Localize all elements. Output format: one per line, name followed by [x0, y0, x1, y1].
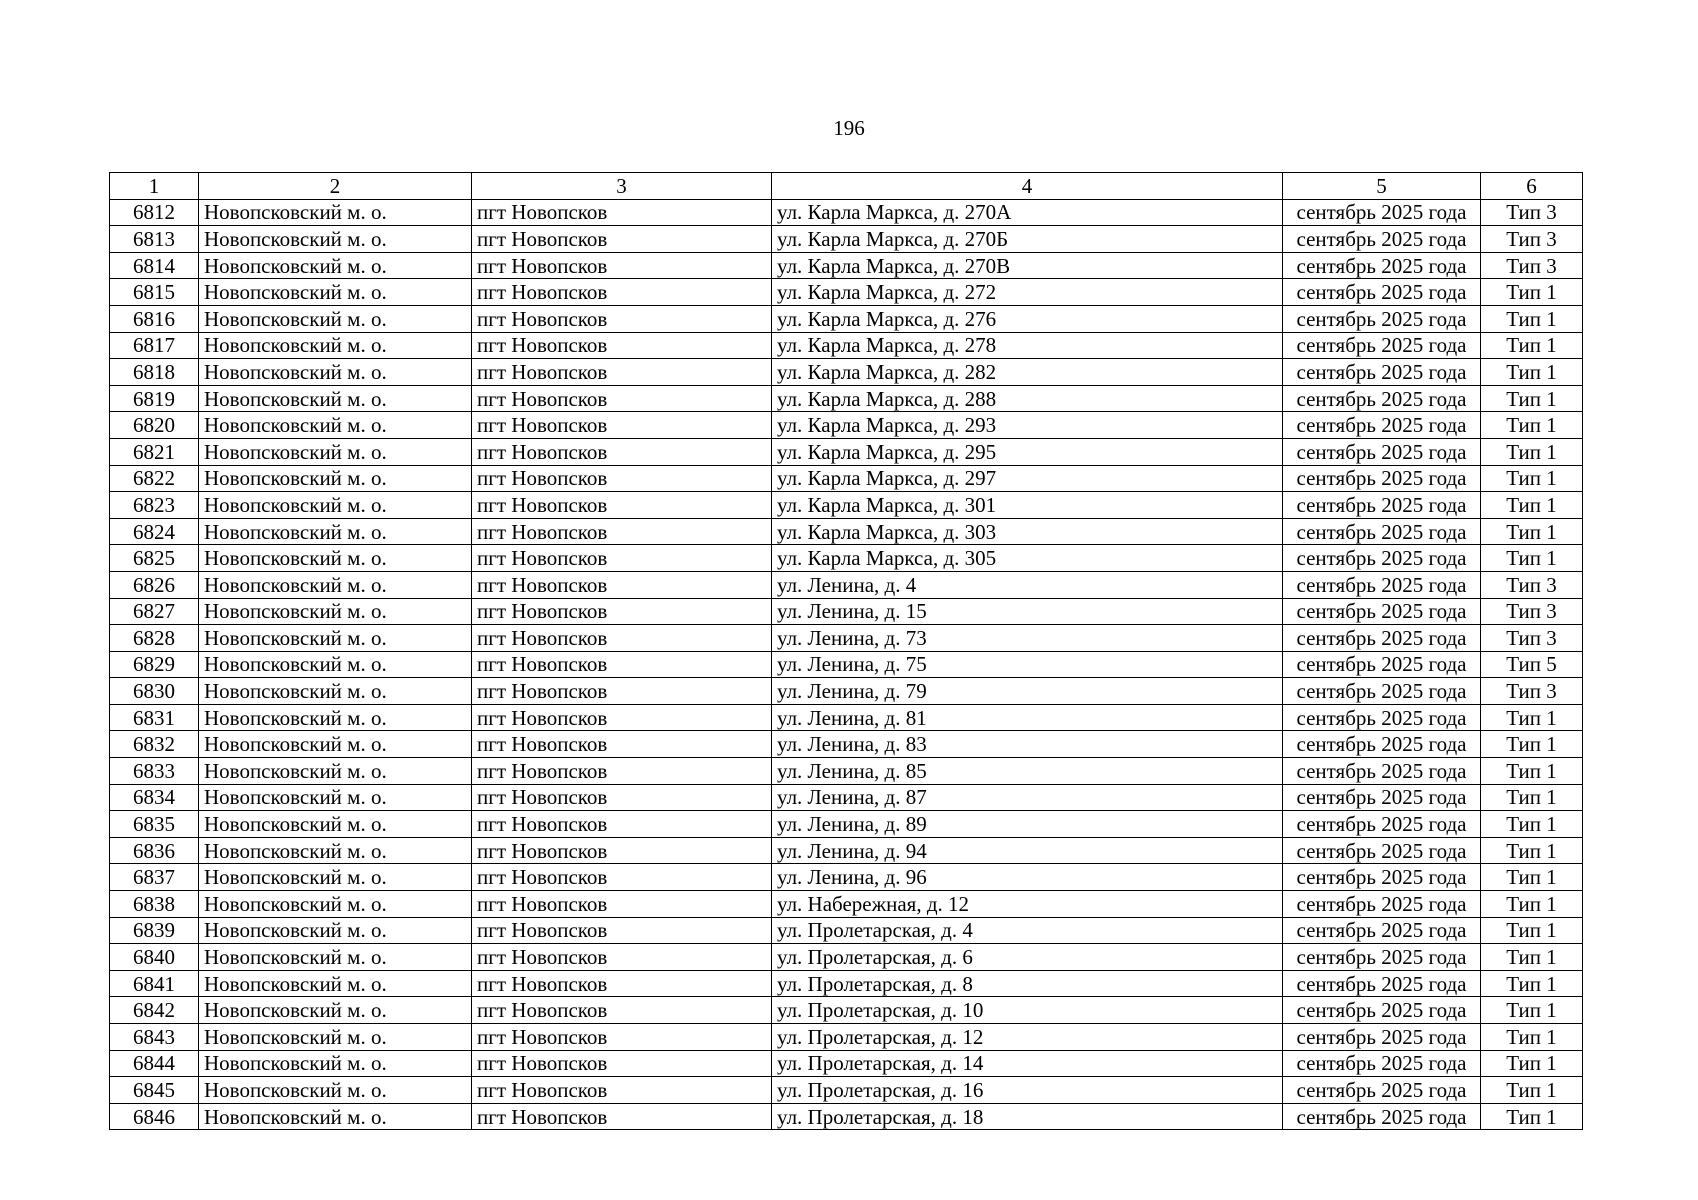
- date-cell: сентябрь 2025 года: [1283, 438, 1481, 465]
- municipality-cell: Новопсковский м. о.: [199, 811, 472, 838]
- date-cell: сентябрь 2025 года: [1283, 359, 1481, 386]
- date-cell: сентябрь 2025 года: [1283, 1050, 1481, 1077]
- municipality-cell: Новопсковский м. о.: [199, 651, 472, 678]
- table-row: [110, 492, 1583, 519]
- type-cell: Тип 1: [1481, 438, 1583, 465]
- date-cell: сентябрь 2025 года: [1283, 571, 1481, 598]
- date-cell: сентябрь 2025 года: [1283, 625, 1481, 652]
- municipality-cell: Новопсковский м. о.: [199, 837, 472, 864]
- type-cell: Тип 1: [1481, 279, 1583, 306]
- page-number: 196: [833, 116, 865, 140]
- municipality-cell: Новопсковский м. о.: [199, 465, 472, 492]
- row-number-cell: 6846: [110, 1103, 199, 1130]
- type-cell: Тип 3: [1481, 571, 1583, 598]
- settlement-cell: пгт Новопсков: [472, 412, 772, 439]
- date-cell: сентябрь 2025 года: [1283, 837, 1481, 864]
- table-row: [110, 891, 1583, 918]
- settlement-cell: пгт Новопсков: [472, 1103, 772, 1130]
- address-cell: ул. Ленина, д. 83: [772, 731, 1283, 758]
- date-cell: сентябрь 2025 года: [1283, 492, 1481, 519]
- date-cell: сентябрь 2025 года: [1283, 997, 1481, 1024]
- type-cell: Тип 1: [1481, 385, 1583, 412]
- table-row: [110, 359, 1583, 386]
- row-number-cell: 6842: [110, 997, 199, 1024]
- type-cell: Тип 1: [1481, 545, 1583, 572]
- table-row: [110, 837, 1583, 864]
- row-number-cell: 6826: [110, 571, 199, 598]
- municipality-cell: Новопсковский м. о.: [199, 252, 472, 279]
- municipality-cell: Новопсковский м. о.: [199, 731, 472, 758]
- type-cell: Тип 1: [1481, 758, 1583, 785]
- municipality-cell: Новопсковский м. о.: [199, 598, 472, 625]
- municipality-cell: Новопсковский м. о.: [199, 412, 472, 439]
- date-cell: сентябрь 2025 года: [1283, 1024, 1481, 1051]
- municipality-cell: Новопсковский м. о.: [199, 1077, 472, 1104]
- column-header: 3: [472, 173, 772, 200]
- table-row: [110, 1103, 1583, 1130]
- settlement-cell: пгт Новопсков: [472, 997, 772, 1024]
- address-cell: ул. Пролетарская, д. 8: [772, 970, 1283, 997]
- settlement-cell: пгт Новопсков: [472, 1024, 772, 1051]
- address-cell: ул. Набережная, д. 12: [772, 891, 1283, 918]
- address-cell: ул. Карла Маркса, д. 278: [772, 332, 1283, 359]
- row-number-cell: 6836: [110, 837, 199, 864]
- type-cell: Тип 1: [1481, 518, 1583, 545]
- row-number-cell: 6837: [110, 864, 199, 891]
- municipality-cell: Новопсковский м. о.: [199, 305, 472, 332]
- municipality-cell: Новопсковский м. о.: [199, 226, 472, 253]
- table-row: [110, 651, 1583, 678]
- table-row: [110, 1077, 1583, 1104]
- municipality-cell: Новопсковский м. о.: [199, 438, 472, 465]
- date-cell: сентябрь 2025 года: [1283, 305, 1481, 332]
- address-cell: ул. Пролетарская, д. 12: [772, 1024, 1283, 1051]
- settlement-cell: пгт Новопсков: [472, 731, 772, 758]
- address-cell: ул. Ленина, д. 85: [772, 758, 1283, 785]
- type-cell: Тип 3: [1481, 199, 1583, 226]
- row-number-cell: 6838: [110, 891, 199, 918]
- table-row: [110, 678, 1583, 705]
- row-number-cell: 6824: [110, 518, 199, 545]
- table-row: [110, 811, 1583, 838]
- address-cell: ул. Ленина, д. 96: [772, 864, 1283, 891]
- column-header: 6: [1481, 173, 1583, 200]
- address-cell: ул. Ленина, д. 15: [772, 598, 1283, 625]
- type-cell: Тип 3: [1481, 598, 1583, 625]
- address-cell: ул. Карла Маркса, д. 288: [772, 385, 1283, 412]
- table-row: [110, 784, 1583, 811]
- table-row: [110, 625, 1583, 652]
- date-cell: сентябрь 2025 года: [1283, 970, 1481, 997]
- municipality-cell: Новопсковский м. о.: [199, 917, 472, 944]
- settlement-cell: пгт Новопсков: [472, 704, 772, 731]
- municipality-cell: Новопсковский м. о.: [199, 1103, 472, 1130]
- type-cell: Тип 1: [1481, 332, 1583, 359]
- address-cell: ул. Ленина, д. 87: [772, 784, 1283, 811]
- table-row: [110, 332, 1583, 359]
- address-cell: ул. Ленина, д. 4: [772, 571, 1283, 598]
- municipality-cell: Новопсковский м. о.: [199, 758, 472, 785]
- row-number-cell: 6827: [110, 598, 199, 625]
- municipality-cell: Новопсковский м. о.: [199, 518, 472, 545]
- settlement-cell: пгт Новопсков: [472, 305, 772, 332]
- row-number-cell: 6819: [110, 385, 199, 412]
- date-cell: сентябрь 2025 года: [1283, 1077, 1481, 1104]
- address-cell: ул. Карла Маркса, д. 270А: [772, 199, 1283, 226]
- type-cell: Тип 1: [1481, 784, 1583, 811]
- column-header: 5: [1283, 173, 1481, 200]
- row-number-cell: 6813: [110, 226, 199, 253]
- table-row: [110, 917, 1583, 944]
- address-cell: ул. Пролетарская, д. 14: [772, 1050, 1283, 1077]
- municipality-cell: Новопсковский м. о.: [199, 545, 472, 572]
- row-number-cell: 6843: [110, 1024, 199, 1051]
- type-cell: Тип 1: [1481, 1077, 1583, 1104]
- settlement-cell: пгт Новопсков: [472, 199, 772, 226]
- table-row: [110, 545, 1583, 572]
- row-number-cell: 6817: [110, 332, 199, 359]
- table-row: [110, 598, 1583, 625]
- type-cell: Тип 1: [1481, 1103, 1583, 1130]
- municipality-cell: Новопсковский м. о.: [199, 571, 472, 598]
- municipality-cell: Новопсковский м. о.: [199, 625, 472, 652]
- date-cell: сентябрь 2025 года: [1283, 944, 1481, 971]
- table-row: [110, 704, 1583, 731]
- date-cell: сентябрь 2025 года: [1283, 704, 1481, 731]
- row-number-cell: 6835: [110, 811, 199, 838]
- row-number-cell: 6816: [110, 305, 199, 332]
- table-row: [110, 1050, 1583, 1077]
- settlement-cell: пгт Новопсков: [472, 917, 772, 944]
- row-number-cell: 6840: [110, 944, 199, 971]
- municipality-cell: Новопсковский м. о.: [199, 332, 472, 359]
- date-cell: сентябрь 2025 года: [1283, 332, 1481, 359]
- date-cell: сентябрь 2025 года: [1283, 784, 1481, 811]
- municipality-cell: Новопсковский м. о.: [199, 385, 472, 412]
- settlement-cell: пгт Новопсков: [472, 864, 772, 891]
- table-row: [110, 864, 1583, 891]
- municipality-cell: Новопсковский м. о.: [199, 279, 472, 306]
- type-cell: Тип 5: [1481, 651, 1583, 678]
- settlement-cell: пгт Новопсков: [472, 678, 772, 705]
- date-cell: сентябрь 2025 года: [1283, 731, 1481, 758]
- row-number-cell: 6818: [110, 359, 199, 386]
- row-number-cell: 6815: [110, 279, 199, 306]
- municipality-cell: Новопсковский м. о.: [199, 891, 472, 918]
- address-cell: ул. Карла Маркса, д. 270Б: [772, 226, 1283, 253]
- table-row: [110, 997, 1583, 1024]
- column-header: 2: [199, 173, 472, 200]
- date-cell: сентябрь 2025 года: [1283, 811, 1481, 838]
- type-cell: Тип 1: [1481, 970, 1583, 997]
- municipality-cell: Новопсковский м. о.: [199, 944, 472, 971]
- address-cell: ул. Ленина, д. 73: [772, 625, 1283, 652]
- row-number-cell: 6844: [110, 1050, 199, 1077]
- registry-table: [109, 172, 1583, 1130]
- date-cell: сентябрь 2025 года: [1283, 518, 1481, 545]
- row-number-cell: 6821: [110, 438, 199, 465]
- municipality-cell: Новопсковский м. о.: [199, 997, 472, 1024]
- table-row: [110, 465, 1583, 492]
- date-cell: сентябрь 2025 года: [1283, 917, 1481, 944]
- date-cell: сентябрь 2025 года: [1283, 758, 1481, 785]
- settlement-cell: пгт Новопсков: [472, 891, 772, 918]
- table-row: [110, 252, 1583, 279]
- date-cell: сентябрь 2025 года: [1283, 651, 1481, 678]
- settlement-cell: пгт Новопсков: [472, 438, 772, 465]
- row-number-cell: 6814: [110, 252, 199, 279]
- address-cell: ул. Пролетарская, д. 4: [772, 917, 1283, 944]
- date-cell: сентябрь 2025 года: [1283, 279, 1481, 306]
- type-cell: Тип 1: [1481, 359, 1583, 386]
- type-cell: Тип 1: [1481, 1024, 1583, 1051]
- type-cell: Тип 1: [1481, 731, 1583, 758]
- row-number-cell: 6845: [110, 1077, 199, 1104]
- date-cell: сентябрь 2025 года: [1283, 412, 1481, 439]
- type-cell: Тип 1: [1481, 412, 1583, 439]
- table-row: [110, 412, 1583, 439]
- type-cell: Тип 1: [1481, 917, 1583, 944]
- settlement-cell: пгт Новопсков: [472, 758, 772, 785]
- address-cell: ул. Пролетарская, д. 18: [772, 1103, 1283, 1130]
- table-row: [110, 758, 1583, 785]
- municipality-cell: Новопсковский м. о.: [199, 864, 472, 891]
- settlement-cell: пгт Новопсков: [472, 1050, 772, 1077]
- municipality-cell: Новопсковский м. о.: [199, 784, 472, 811]
- type-cell: Тип 3: [1481, 678, 1583, 705]
- address-cell: ул. Пролетарская, д. 6: [772, 944, 1283, 971]
- type-cell: Тип 1: [1481, 944, 1583, 971]
- address-cell: ул. Карла Маркса, д. 305: [772, 545, 1283, 572]
- municipality-cell: Новопсковский м. о.: [199, 678, 472, 705]
- date-cell: сентябрь 2025 года: [1283, 891, 1481, 918]
- table-row: [110, 385, 1583, 412]
- table-row: [110, 305, 1583, 332]
- municipality-cell: Новопсковский м. о.: [199, 970, 472, 997]
- address-cell: ул. Карла Маркса, д. 293: [772, 412, 1283, 439]
- settlement-cell: пгт Новопсков: [472, 571, 772, 598]
- address-cell: ул. Ленина, д. 94: [772, 837, 1283, 864]
- type-cell: Тип 1: [1481, 305, 1583, 332]
- row-number-cell: 6833: [110, 758, 199, 785]
- address-cell: ул. Ленина, д. 75: [772, 651, 1283, 678]
- row-number-cell: 6839: [110, 917, 199, 944]
- address-cell: ул. Карла Маркса, д. 301: [772, 492, 1283, 519]
- type-cell: Тип 1: [1481, 891, 1583, 918]
- settlement-cell: пгт Новопсков: [472, 545, 772, 572]
- row-number-cell: 6822: [110, 465, 199, 492]
- settlement-cell: пгт Новопсков: [472, 279, 772, 306]
- row-number-cell: 6830: [110, 678, 199, 705]
- settlement-cell: пгт Новопсков: [472, 625, 772, 652]
- date-cell: сентябрь 2025 года: [1283, 598, 1481, 625]
- address-cell: ул. Карла Маркса, д. 276: [772, 305, 1283, 332]
- table-row: [110, 970, 1583, 997]
- table-row: [110, 944, 1583, 971]
- date-cell: сентябрь 2025 года: [1283, 465, 1481, 492]
- address-cell: ул. Ленина, д. 79: [772, 678, 1283, 705]
- type-cell: Тип 3: [1481, 625, 1583, 652]
- column-header: 1: [110, 173, 199, 200]
- table-row: [110, 279, 1583, 306]
- table-body: [110, 199, 1583, 1130]
- table-row: [110, 1024, 1583, 1051]
- date-cell: сентябрь 2025 года: [1283, 1103, 1481, 1130]
- date-cell: сентябрь 2025 года: [1283, 385, 1481, 412]
- type-cell: Тип 3: [1481, 226, 1583, 253]
- type-cell: Тип 1: [1481, 492, 1583, 519]
- table-row: [110, 199, 1583, 226]
- address-cell: ул. Карла Маркса, д. 295: [772, 438, 1283, 465]
- type-cell: Тип 1: [1481, 837, 1583, 864]
- address-cell: ул. Карла Маркса, д. 282: [772, 359, 1283, 386]
- settlement-cell: пгт Новопсков: [472, 837, 772, 864]
- settlement-cell: пгт Новопсков: [472, 944, 772, 971]
- settlement-cell: пгт Новопсков: [472, 598, 772, 625]
- type-cell: Тип 3: [1481, 252, 1583, 279]
- row-number-cell: 6823: [110, 492, 199, 519]
- settlement-cell: пгт Новопсков: [472, 784, 772, 811]
- row-number-cell: 6841: [110, 970, 199, 997]
- municipality-cell: Новопсковский м. о.: [199, 359, 472, 386]
- settlement-cell: пгт Новопсков: [472, 1077, 772, 1104]
- row-number-cell: 6834: [110, 784, 199, 811]
- header-row: [110, 173, 1583, 200]
- settlement-cell: пгт Новопсков: [472, 970, 772, 997]
- address-cell: ул. Ленина, д. 81: [772, 704, 1283, 731]
- municipality-cell: Новопсковский м. о.: [199, 199, 472, 226]
- settlement-cell: пгт Новопсков: [472, 252, 772, 279]
- table-header: [110, 173, 1583, 200]
- table-row: [110, 518, 1583, 545]
- type-cell: Тип 1: [1481, 1050, 1583, 1077]
- municipality-cell: Новопсковский м. о.: [199, 492, 472, 519]
- address-cell: ул. Карла Маркса, д. 297: [772, 465, 1283, 492]
- settlement-cell: пгт Новопсков: [472, 465, 772, 492]
- row-number-cell: 6828: [110, 625, 199, 652]
- column-header: 4: [772, 173, 1283, 200]
- date-cell: сентябрь 2025 года: [1283, 226, 1481, 253]
- settlement-cell: пгт Новопсков: [472, 385, 772, 412]
- settlement-cell: пгт Новопсков: [472, 332, 772, 359]
- type-cell: Тип 1: [1481, 997, 1583, 1024]
- settlement-cell: пгт Новопсков: [472, 492, 772, 519]
- row-number-cell: 6820: [110, 412, 199, 439]
- address-cell: ул. Карла Маркса, д. 270В: [772, 252, 1283, 279]
- table-row: [110, 438, 1583, 465]
- address-cell: ул. Карла Маркса, д. 272: [772, 279, 1283, 306]
- settlement-cell: пгт Новопсков: [472, 226, 772, 253]
- type-cell: Тип 1: [1481, 704, 1583, 731]
- date-cell: сентябрь 2025 года: [1283, 545, 1481, 572]
- row-number-cell: 6812: [110, 199, 199, 226]
- type-cell: Тип 1: [1481, 864, 1583, 891]
- row-number-cell: 6829: [110, 651, 199, 678]
- row-number-cell: 6831: [110, 704, 199, 731]
- settlement-cell: пгт Новопсков: [472, 518, 772, 545]
- date-cell: сентябрь 2025 года: [1283, 199, 1481, 226]
- table-row: [110, 731, 1583, 758]
- municipality-cell: Новопсковский м. о.: [199, 1024, 472, 1051]
- settlement-cell: пгт Новопсков: [472, 359, 772, 386]
- address-cell: ул. Пролетарская, д. 16: [772, 1077, 1283, 1104]
- table-row: [110, 571, 1583, 598]
- table-row: [110, 226, 1583, 253]
- type-cell: Тип 1: [1481, 465, 1583, 492]
- row-number-cell: 6825: [110, 545, 199, 572]
- municipality-cell: Новопсковский м. о.: [199, 1050, 472, 1077]
- date-cell: сентябрь 2025 года: [1283, 678, 1481, 705]
- settlement-cell: пгт Новопсков: [472, 651, 772, 678]
- settlement-cell: пгт Новопсков: [472, 811, 772, 838]
- date-cell: сентябрь 2025 года: [1283, 252, 1481, 279]
- type-cell: Тип 1: [1481, 811, 1583, 838]
- address-cell: ул. Ленина, д. 89: [772, 811, 1283, 838]
- date-cell: сентябрь 2025 года: [1283, 864, 1481, 891]
- municipality-cell: Новопсковский м. о.: [199, 704, 472, 731]
- address-cell: ул. Пролетарская, д. 10: [772, 997, 1283, 1024]
- row-number-cell: 6832: [110, 731, 199, 758]
- address-cell: ул. Карла Маркса, д. 303: [772, 518, 1283, 545]
